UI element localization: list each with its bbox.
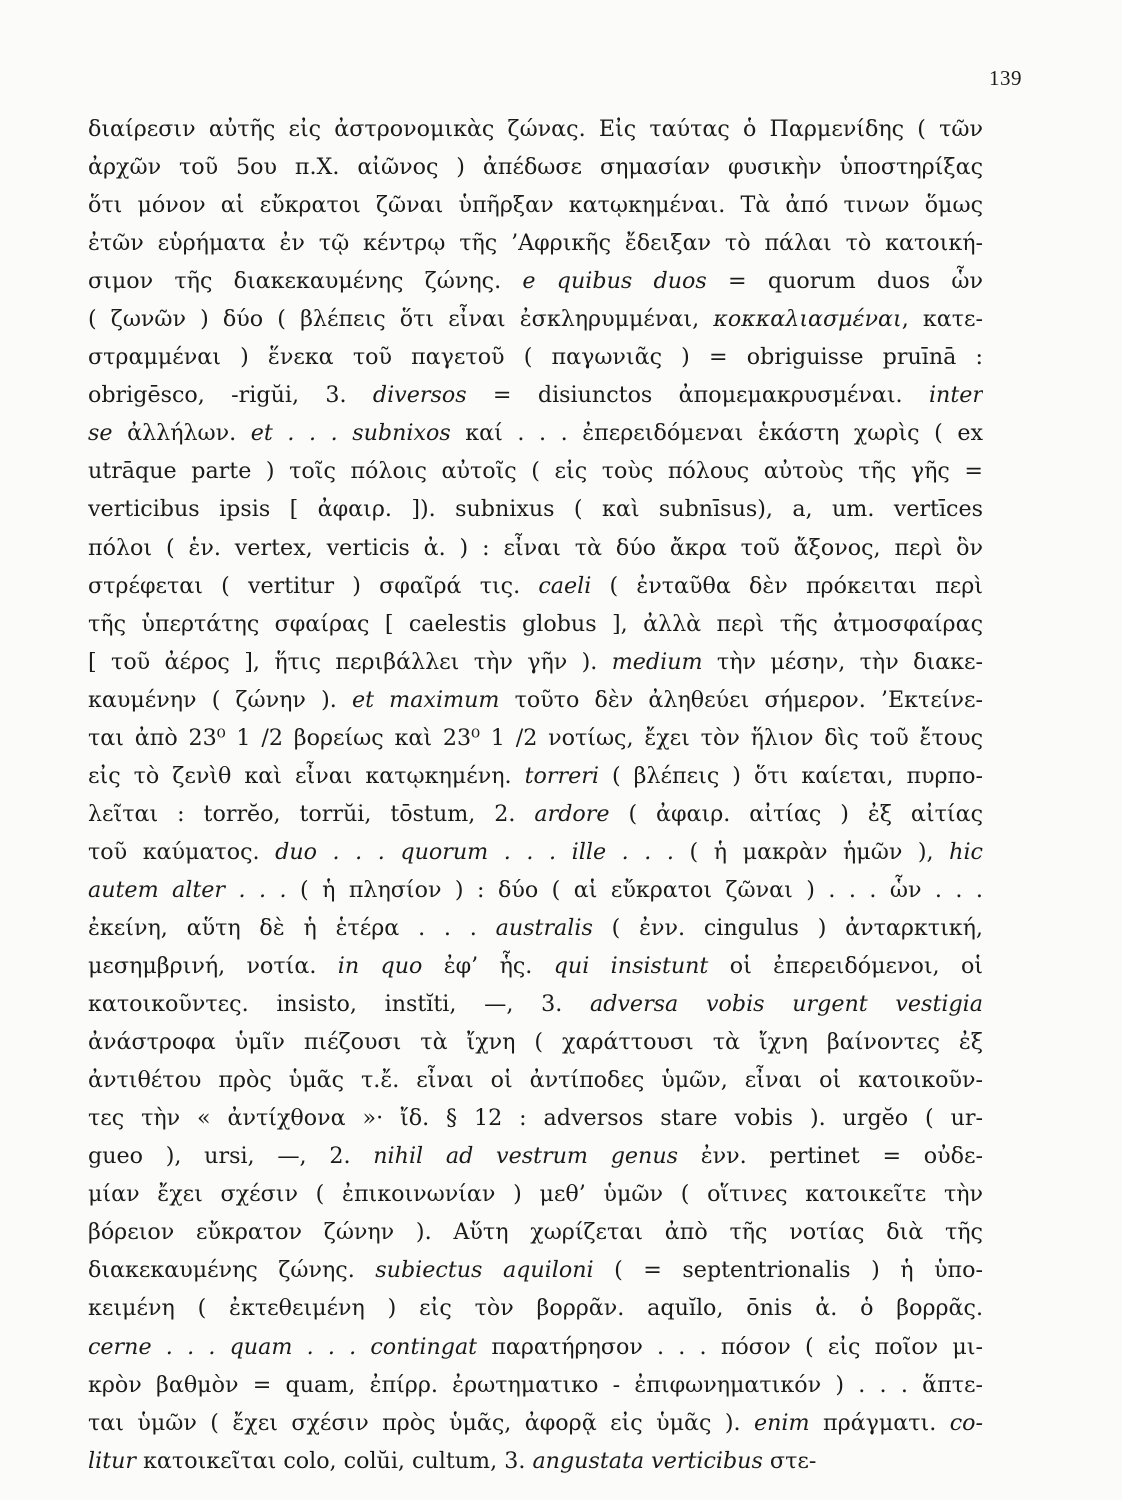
text-segment: καυμένην ( ζώνην ).	[88, 686, 352, 713]
text-segment: ται ἀπὸ 23⁰ 1 /2 βορείως καὶ 23⁰ 1 /2 νοτίως, ἔχει τὸν ἥλιον δὶς τοῦ ἔτους	[88, 724, 983, 751]
text-segment: ἀνάστροφα ὑμῖν πιέζουσι τὰ ἴχνη ( χαράττουσι τὰ ἴχνη βαίνοντες ἐξ	[88, 1029, 983, 1056]
text-line	[88, 490, 983, 528]
italic-lemma: subiectus aquiloni	[375, 1257, 594, 1284]
italic-lemma: angustata verticibus	[532, 1447, 763, 1474]
text-segment: κειμένη ( ἐκτεθειμένη ) εἰς τὸν βορρᾶν. aquĭlo, ōnis ἀ. ὁ βορρᾶς.	[88, 1295, 983, 1322]
text-line	[88, 1289, 983, 1327]
text-line	[88, 947, 983, 985]
text-segment: ( ἐνταῦθα δὲν πρόκειται περὶ	[591, 572, 983, 599]
text-segment: ( ζωνῶν ) δύο ( βλέπεις ὅτι εἶναι ἐσκληρυμμέναι,	[88, 306, 714, 333]
text-segment: πράγματι.	[809, 1409, 950, 1436]
text-line	[88, 1251, 983, 1289]
text-segment: βόρειον εὔκρατον ζώνην ). Αὕτη χωρίζεται ἀπὸ τῆς νοτίας διὰ τῆς	[88, 1219, 983, 1246]
italic-lemma: co-	[949, 1409, 983, 1436]
text-segment: τῆς ὑπερτάτης σφαίρας [ caelestis globus ], ἀλλὰ περὶ τῆς ἀτμοσφαίρας	[88, 610, 983, 637]
text-segment: ( ἡ πλησίον ) : δύο ( αἱ εὔκρατοι ζῶναι ) . . . ὧν . . .	[286, 876, 983, 903]
text-segment: μίαν ἔχει σχέσιν ( ἐπικοινωνίαν ) μεθ’ ὑμῶν ( οἵτινες κατοικεῖτε τὴν	[88, 1181, 983, 1208]
text-line	[88, 529, 983, 567]
italic-lemma: adversa vobis urgent vestigia	[589, 991, 983, 1018]
text-line	[88, 1137, 983, 1175]
italic-lemma: e quibus duos	[522, 268, 707, 295]
text-line	[88, 757, 983, 795]
text-segment: [ τοῦ ἀέρος ], ἥτις περιβάλλει τὴν γῆν ).	[88, 648, 612, 675]
text-line	[88, 452, 983, 490]
text-segment: ( ἐνν. cingulus ) ἀνταρκτική,	[592, 914, 983, 941]
text-segment: στρέφεται ( vertitur ) σφαῖρά τις.	[88, 572, 539, 599]
italic-lemma: cerne . . . quam . . . contingat	[88, 1333, 478, 1360]
text-segment: κατοικοῦντες. insisto, instĭti, —, 3.	[88, 991, 590, 1018]
text-line	[88, 338, 983, 376]
text-segment: παρατήρησον . . . πόσον ( εἰς ποῖον μι-	[477, 1333, 983, 1360]
text-line	[88, 681, 983, 719]
text-segment: τὴν μέσην, τὴν διακε-	[702, 648, 983, 675]
italic-lemma: hic	[949, 838, 983, 865]
text-line	[88, 567, 983, 605]
italic-lemma: inter	[928, 382, 983, 409]
italic-lemma: diversos	[372, 382, 467, 409]
text-segment: κατοικεῖται colo, colŭi, cultum, 3.	[136, 1447, 533, 1474]
text-segment: στε-	[762, 1447, 817, 1474]
text-line	[88, 1023, 983, 1061]
text-segment: πόλοι ( ἑν. vertex, verticis ἀ. ) : εἶναι τὰ δύο ἄκρα τοῦ ἄξονος, περὶ ὃν	[88, 534, 983, 561]
text-segment: εἰς τὸ ζενὶθ καὶ εἶναι κατῳκημένη.	[88, 762, 525, 789]
italic-lemma: medium	[611, 648, 703, 675]
italic-lemma: ardore	[534, 800, 610, 827]
italic-lemma: et maximum	[351, 686, 500, 713]
text-segment: κρὸν βαθμὸν = quam, ἐπίρρ. ἐρωτηματικο - ἐπιφωνηματικόν ) . . . ἅπτε-	[88, 1371, 983, 1398]
text-segment: ἀντιθέτου πρὸς ὑμᾶς τ.ἔ. εἶναι οἱ ἀντίποδες ὑμῶν, εἶναι οἱ κατοικοῦν-	[88, 1067, 983, 1094]
text-line	[88, 1442, 983, 1480]
text-segment: ( ἡ μακρὰν ἡμῶν ),	[673, 838, 950, 865]
italic-lemma: in quo	[337, 953, 423, 980]
text-segment: διαίρεσιν αὐτῆς εἰς ἀστρονομικὰς ζώνας. Εἰς ταύτας ὁ Παρμενίδης ( τῶν	[88, 116, 983, 142]
text-line	[88, 376, 983, 414]
italic-lemma: australis	[495, 914, 593, 941]
text-segment: τες τὴν « ἀντίχθονα »· ἴδ. § 12 : adversos stare vobis ). urgĕo ( ur-	[88, 1105, 983, 1132]
text-line	[88, 1366, 983, 1404]
text-segment: ἐνν. pertinet = οὐδε-	[678, 1143, 983, 1170]
text-segment: ὅτι μόνον αἱ εὔκρατοι ζῶναι ὑπῆρξαν κατῳκημέναι. Τὰ ἀπό τινων ὅμως	[88, 192, 983, 219]
italic-lemma: duo . . . quorum . . . ille . . .	[275, 838, 674, 865]
text-segment: ἀρχῶν τοῦ 5ου π.Χ. αἰῶνος ) ἀπέδωσε σημασίαν φυσικὴν ὑποστηρίξας	[88, 154, 983, 181]
text-segment: = quorum duos ὧν	[706, 268, 983, 295]
text-line	[88, 414, 983, 452]
text-segment: τοῦ καύματος.	[88, 838, 276, 865]
text-line	[88, 833, 983, 871]
text-segment: ἐφ’ ἧς.	[422, 953, 554, 980]
italic-lemma: autem alter . . .	[88, 876, 287, 903]
italic-lemma: se	[88, 420, 113, 447]
italic-lemma: nihil ad vestrum genus	[373, 1143, 678, 1170]
text-segment: gueo ), ursi, —, 2.	[88, 1143, 374, 1170]
text-segment: διακεκαυμένης ζώνης.	[88, 1257, 376, 1284]
text-segment: ( = septentrionalis ) ἡ ὑπο-	[593, 1257, 983, 1284]
text-line	[88, 186, 983, 224]
commentary-text	[88, 110, 983, 1480]
italic-lemma: enim	[754, 1409, 810, 1436]
text-line	[88, 148, 983, 186]
text-line	[88, 605, 983, 643]
text-line	[88, 985, 983, 1023]
text-segment: obrigēsco, -rigŭi, 3.	[88, 382, 373, 409]
text-line	[88, 224, 983, 262]
text-line	[88, 1099, 983, 1137]
text-segment: ται ὑμῶν ( ἔχει σχέσιν πρὸς ὑμᾶς, ἀφορᾷ εἰς ὑμᾶς ).	[88, 1409, 755, 1436]
text-line	[88, 1213, 983, 1251]
text-segment: ἀλλήλων.	[112, 420, 251, 447]
italic-lemma: κοκκαλιασμέναι	[713, 306, 902, 333]
text-segment: ( ἀφαιρ. αἰτίας ) ἐξ αἰτίας	[609, 800, 983, 827]
text-segment: utrāque parte ) τοῖς πόλοις αὐτοῖς ( εἰς τοὺς πόλους αὐτοὺς τῆς γῆς =	[88, 458, 983, 485]
text-segment: καί . . . ἐπερειδόμεναι ἑκάστη χωρὶς ( ex	[450, 420, 983, 447]
text-segment: ἐκείνη, αὕτη δὲ ἡ ἑτέρα . . .	[88, 914, 496, 941]
text-line	[88, 110, 983, 148]
text-line	[88, 300, 983, 338]
text-line	[88, 795, 983, 833]
text-segment: σιμον τῆς διακεκαυμένης ζώνης.	[88, 268, 523, 295]
text-line	[88, 262, 983, 300]
italic-lemma: litur	[88, 1447, 137, 1474]
page-number: 139	[989, 66, 1022, 90]
text-line	[88, 719, 983, 757]
text-line	[88, 871, 983, 909]
text-line	[88, 1175, 983, 1213]
text-segment: ἐτῶν εὑρήματα ἐν τῷ κέντρῳ τῆς ’Αφρικῆς ἔδειξαν τὸ πάλαι τὸ κατοική-	[88, 230, 983, 257]
text-segment: , κατε-	[901, 306, 983, 333]
text-segment: τοῦτο δὲν ἀληθεύει σήμερον. ’Εκτείνε-	[499, 686, 983, 713]
text-line	[88, 1404, 983, 1442]
text-segment: = disiunctos ἀπομεμακρυσμέναι.	[466, 382, 929, 409]
text-line	[88, 1328, 983, 1366]
text-line	[88, 643, 983, 681]
italic-lemma: et . . . subnixos	[250, 420, 451, 447]
italic-lemma: qui insistunt	[553, 953, 709, 980]
text-line	[88, 909, 983, 947]
text-segment: στραμμέναι ) ἕνεκα τοῦ παγετοῦ ( παγωνιᾶς ) = obriguisse pruīnā :	[88, 344, 983, 371]
text-segment: οἱ ἐπερειδόμενοι, οἱ	[708, 953, 983, 980]
text-segment: λεῖται : torrĕo, torrŭi, tōstum, 2.	[88, 800, 535, 827]
italic-lemma: caeli	[538, 572, 592, 599]
italic-lemma: torreri	[524, 762, 599, 789]
text-segment: verticibus ipsis [ ἀφαιρ. ]). subnixus ( καὶ subnīsus), a, um. vertīces	[88, 496, 983, 523]
text-segment: μεσημβρινή, νοτία.	[88, 953, 338, 980]
text-line	[88, 1061, 983, 1099]
text-segment: ( βλέπεις ) ὅτι καίεται, πυρπο-	[598, 762, 983, 789]
